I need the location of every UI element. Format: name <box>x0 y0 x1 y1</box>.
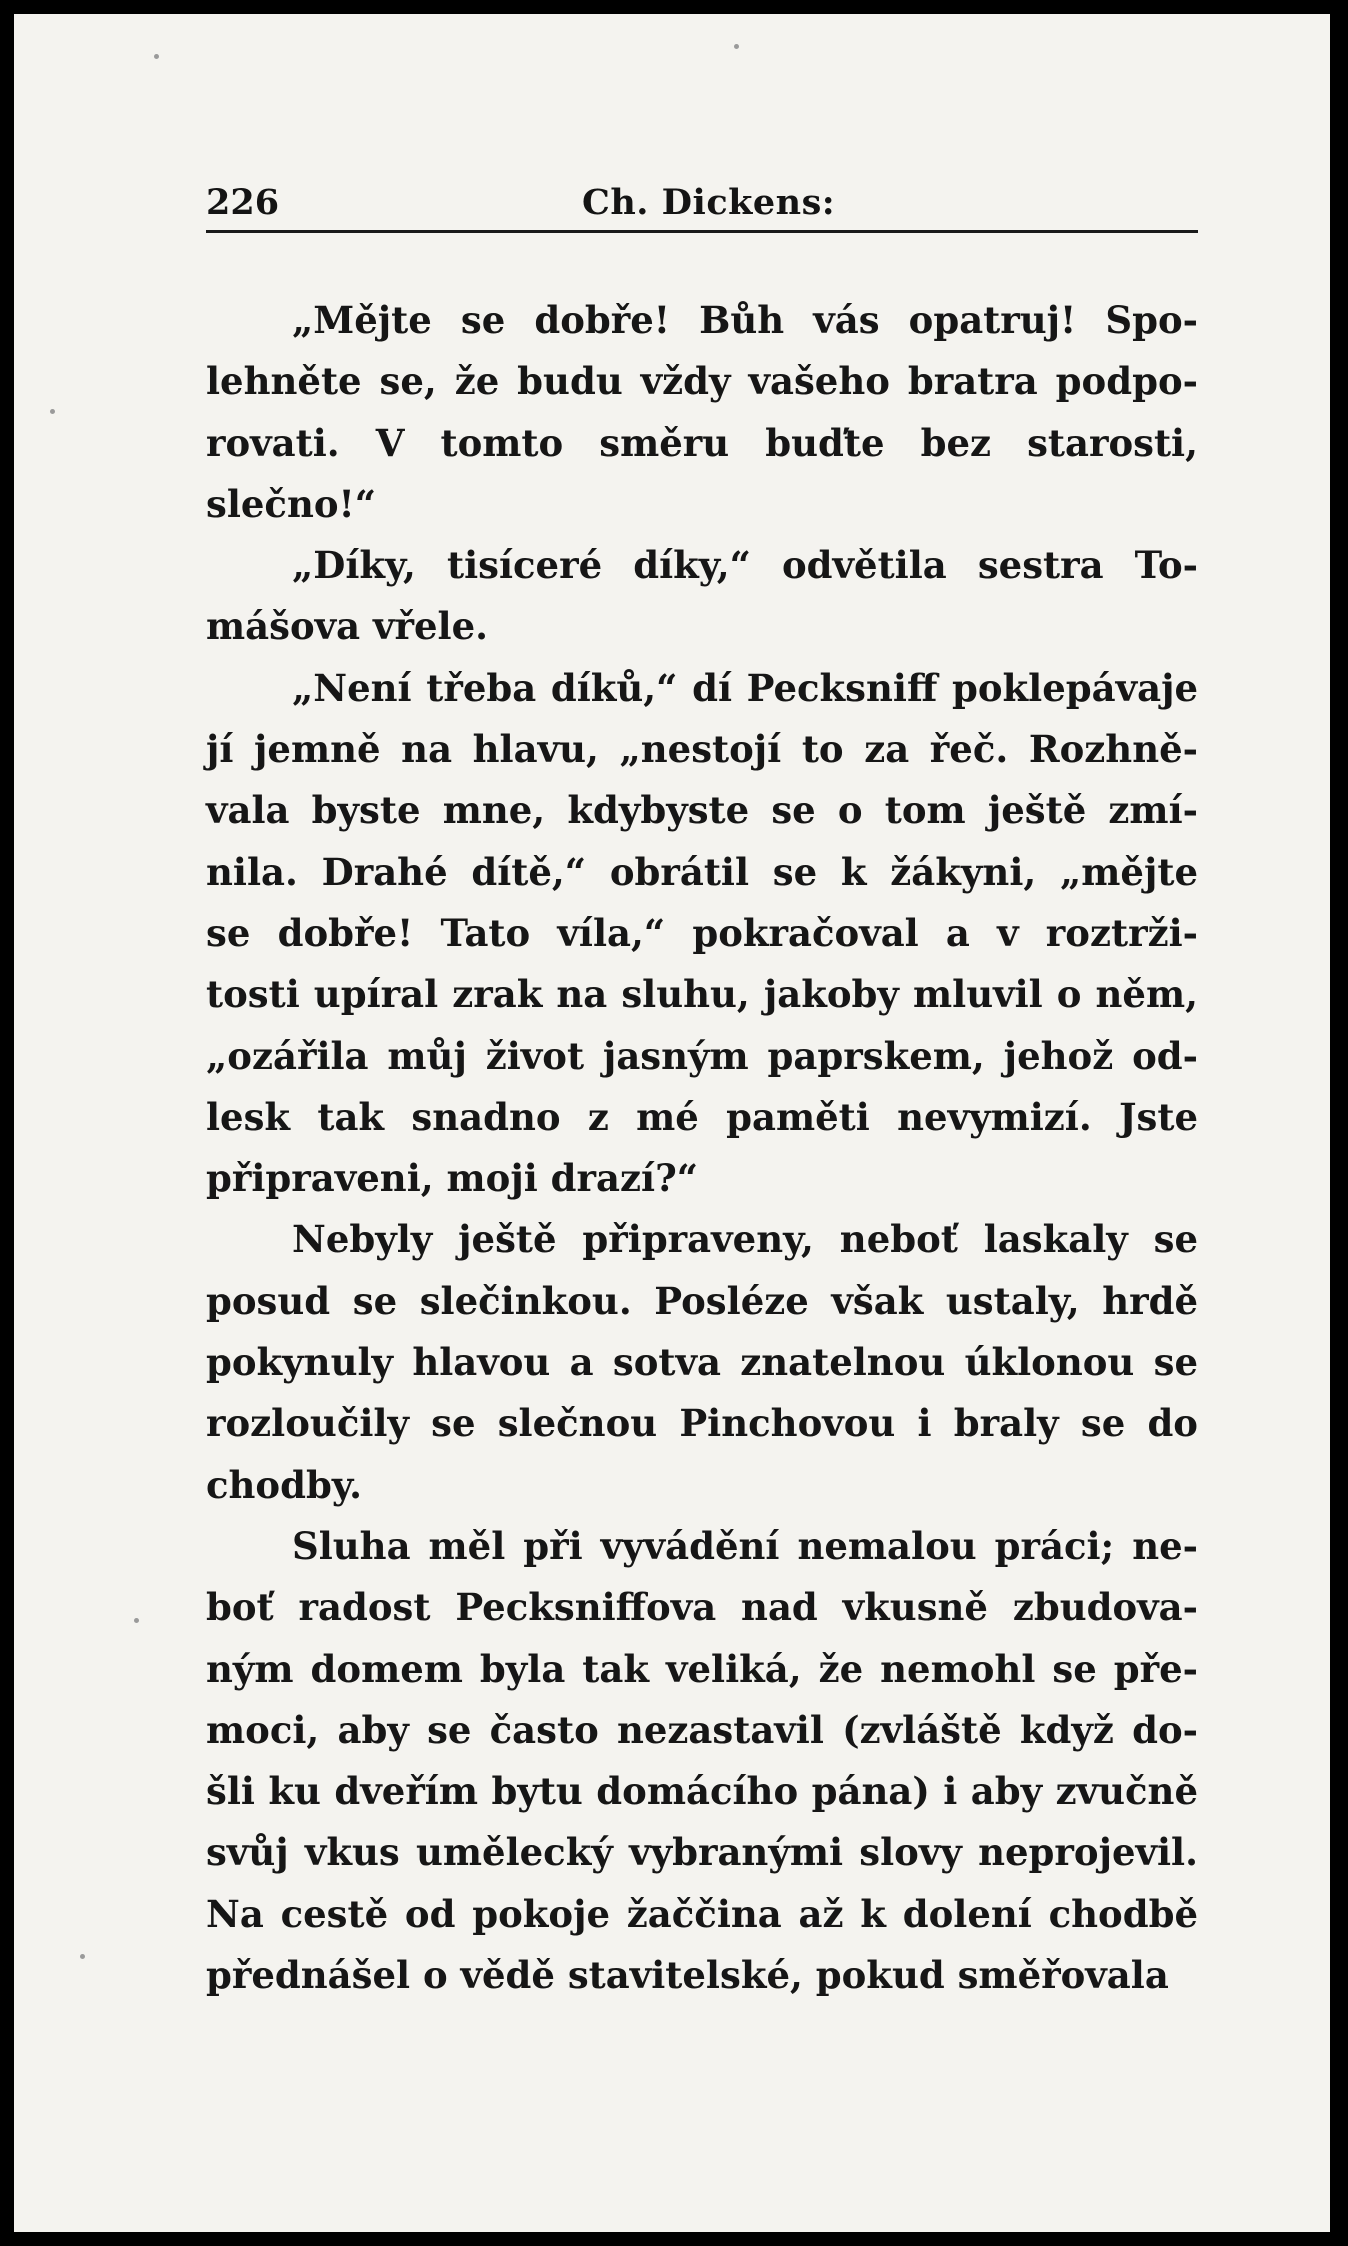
running-title: Ch. Dickens: <box>582 182 836 223</box>
text-line: Na cestě od pokoje žaččina až k dolení chodbě <box>206 1891 1198 1936</box>
text-line: boť radost Pecksniffova nad vkusně zbudova- <box>206 1585 1198 1630</box>
paragraph <box>206 1516 1198 2006</box>
text-line: ným domem byla tak veliká, že nemohl se pře- <box>206 1646 1198 1691</box>
text-line: mášova vřele. <box>206 604 488 649</box>
text-line: tosti upíral zrak na sluhu, jakoby mluvil o něm, <box>206 972 1198 1017</box>
page-header <box>206 182 1198 232</box>
paper-speck <box>154 54 159 59</box>
paragraph <box>206 535 1198 658</box>
text-line: „Není třeba díků,“ dí Pecksniff poklepávaje <box>292 665 1198 710</box>
paragraph <box>206 290 1198 535</box>
text-line: svůj vkus umělecký vybranými slovy neprojevil. <box>206 1830 1198 1875</box>
text-line: chodby. <box>206 1462 362 1507</box>
text-line: lehněte se, že budu vždy vašeho bratra podpo- <box>206 359 1198 404</box>
book-page <box>14 14 1330 2232</box>
text-line: rovati. V tomto směru buďte bez starosti, <box>206 420 1198 465</box>
text-line: vala byste mne, kdybyste se o tom ještě zmí- <box>206 788 1198 833</box>
header-rule <box>206 230 1198 233</box>
text-line: „Mějte se dobře! Bůh vás opatruj! Spo- <box>292 298 1198 342</box>
text-line: přednášel o vědě stavitelské, pokud směřovala <box>206 1953 1169 1998</box>
body-text <box>206 290 1198 2006</box>
text-line: nila. Drahé dítě,“ obrátil se k žákyni, „mějte <box>206 849 1198 894</box>
page-number: 226 <box>206 182 280 223</box>
paper-speck <box>734 44 739 49</box>
text-line: se dobře! Tato víla,“ pokračoval a v roztrži- <box>206 910 1198 955</box>
text-line: posud se slečinkou. Posléze však ustaly, hrdě <box>206 1278 1198 1323</box>
text-line: šli ku dveřím bytu domácího pána) i aby zvučně <box>206 1769 1198 1814</box>
text-line: Sluha měl při vyvádění nemalou práci; ne- <box>292 1523 1198 1568</box>
paragraph <box>206 1209 1198 1515</box>
paper-speck <box>80 1954 85 1959</box>
text-line: rozloučily se slečnou Pinchovou i braly se do <box>206 1401 1198 1446</box>
text-line: „Díky, tisíceré díky,“ odvětila sestra To- <box>292 543 1198 588</box>
text-line: Nebyly ještě připraveny, neboť laskaly se <box>292 1217 1198 1262</box>
text-line: slečno!“ <box>206 481 377 526</box>
text-line: pokynuly hlavou a sotva znatelnou úklonou se <box>206 1340 1198 1385</box>
paragraph <box>206 658 1198 1210</box>
text-line: moci, aby se často nezastavil (zvláště když do- <box>206 1707 1198 1752</box>
text-line: jí jemně na hlavu, „nestojí to za řeč. Rozhně- <box>206 727 1198 772</box>
text-line: lesk tak snadno z mé paměti nevymizí. Jste <box>206 1094 1198 1139</box>
paper-speck <box>134 1618 139 1623</box>
text-line: „ozářila můj život jasným paprskem, jehož od- <box>206 1033 1198 1078</box>
text-line: připraveni, moji drazí?“ <box>206 1156 699 1201</box>
paper-speck <box>50 409 55 414</box>
